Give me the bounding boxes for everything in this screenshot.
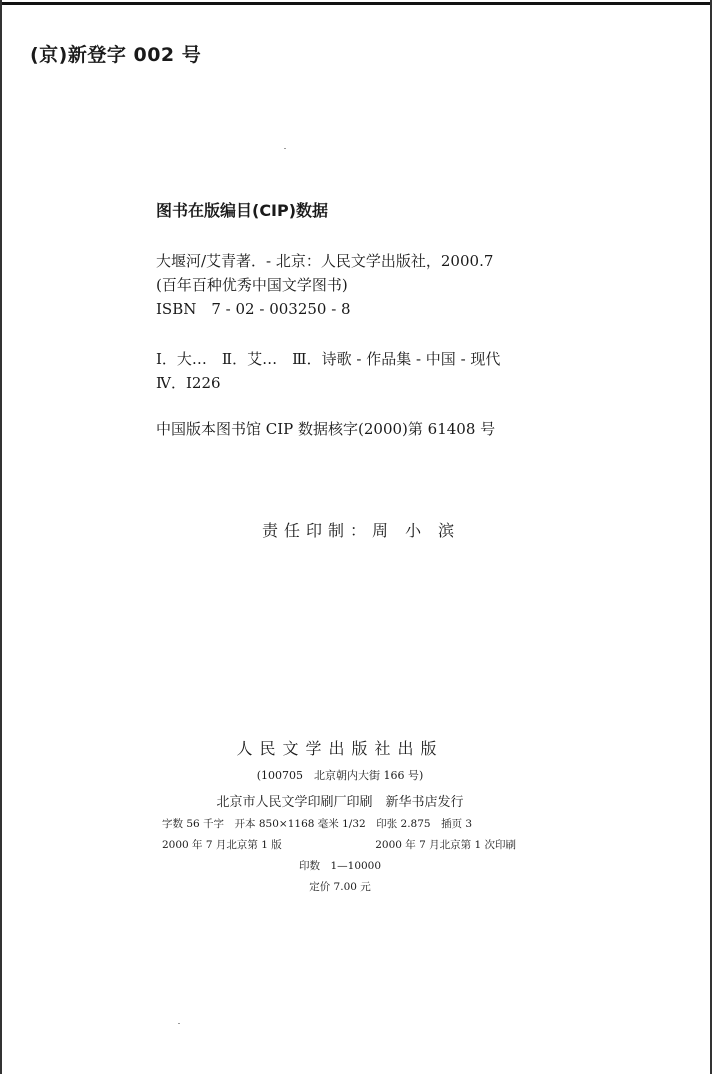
publisher-line: 人民文学出版社出版: [236, 739, 444, 758]
book-specs: 字数 56 千字 开本 850×1168 毫米 1/32 印张 2.875 插页 3: [162, 818, 473, 830]
cip-classification-line: Ⅳ．I226: [156, 374, 221, 392]
edition-text: 2000 年 7 月北京第 1 版: [162, 839, 282, 851]
speck: [178, 1023, 180, 1024]
cip-isbn-line: ISBN 7 - 02 - 003250 - 8: [156, 300, 351, 318]
cip-series-line: (百年百种优秀中国文学图书): [156, 276, 348, 294]
cip-title-line: 大堰河/艾青著．- 北京：人民文学出版社，2000.7: [156, 252, 494, 270]
speck: [284, 148, 286, 149]
cip-data-block: [156, 198, 556, 441]
top-border: [0, 2, 712, 5]
price: 定价 7.00 元: [309, 881, 371, 893]
cip-heading: 图书在版编目(CIP)数据: [156, 201, 329, 220]
cip-verification-line: 中国版本图书馆 CIP 数据核字(2000)第 61408 号: [156, 420, 496, 438]
left-border: [0, 0, 2, 1074]
impression-text: 2000 年 7 月北京第 1 次印刷: [375, 839, 516, 851]
printer-line: 北京市人民文学印刷厂印刷 新华书店发行: [216, 795, 464, 810]
responsible-printing: 责任印制：周 小 滨: [262, 521, 461, 540]
registration-number: (京)新登字 002 号: [30, 44, 202, 66]
cip-subject-line: Ⅰ．大… Ⅱ．艾… Ⅲ．诗歌 - 作品集 - 中国 - 现代: [156, 350, 501, 368]
edition-row: [160, 837, 520, 852]
print-run: 印数 1—10000: [298, 860, 382, 872]
colophon-block: [160, 736, 520, 894]
publisher-address: (100705 北京朝内大街 166 号): [256, 769, 424, 782]
